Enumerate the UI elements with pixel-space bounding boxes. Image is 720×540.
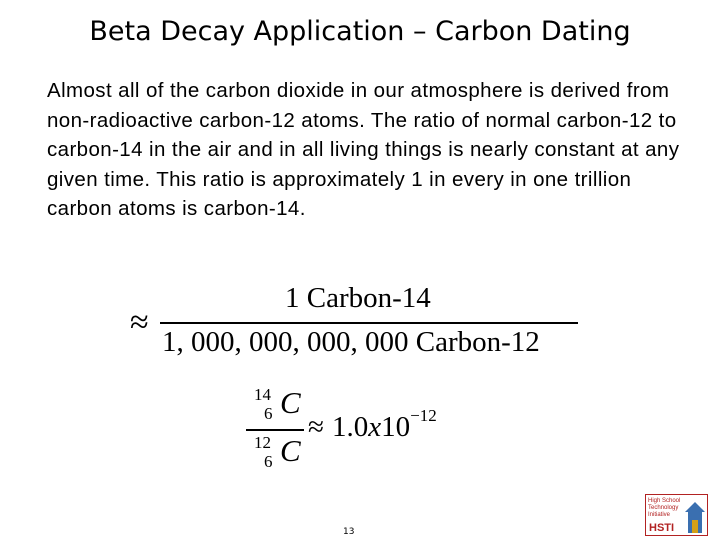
body-paragraph: Almost all of the carbon dioxide in our atmosphere is derived from non-radioactive carbon-12 atoms. The ratio of normal carbon-12 to carbon-14 in the air and in all living things is nearly constant at any given time. This ratio is approximately 1 in every in one trillion carbon atoms is carbon-14. [47,79,680,220]
element-symbol: C [280,385,301,420]
logo-line-1: High School [648,498,681,504]
logo-line-3: Initiative [648,512,671,518]
exponent: −12 [410,406,437,425]
numerator: 1 Carbon-14 [285,282,431,314]
element-symbol: C [280,433,301,468]
denominator: 1, 000, 000, 000, 000 Carbon-12 [162,326,540,358]
page-number: 13 [343,527,355,537]
approx-symbol: ≈ [130,304,149,341]
mantissa: 1.0 [332,411,369,443]
mass-number: 12 [254,433,271,452]
atomic-number: 6 [264,452,273,471]
hsti-logo [645,494,708,536]
base: 10 [381,411,411,443]
logo-line-2: Technology [648,505,679,511]
fraction-bar [160,322,578,324]
fraction-bar [246,429,304,431]
mass-number: 14 [254,385,271,404]
slide-title: Beta Decay Application – Carbon Dating [89,16,631,47]
atomic-number: 6 [264,404,273,423]
ratio-equation [130,282,590,370]
times-x: x [368,411,382,443]
approx-symbol: ≈ [308,411,324,443]
isotope-ratio-equation [240,385,490,485]
ratio-value [332,406,437,444]
logo-letters: HSTI [649,522,675,534]
